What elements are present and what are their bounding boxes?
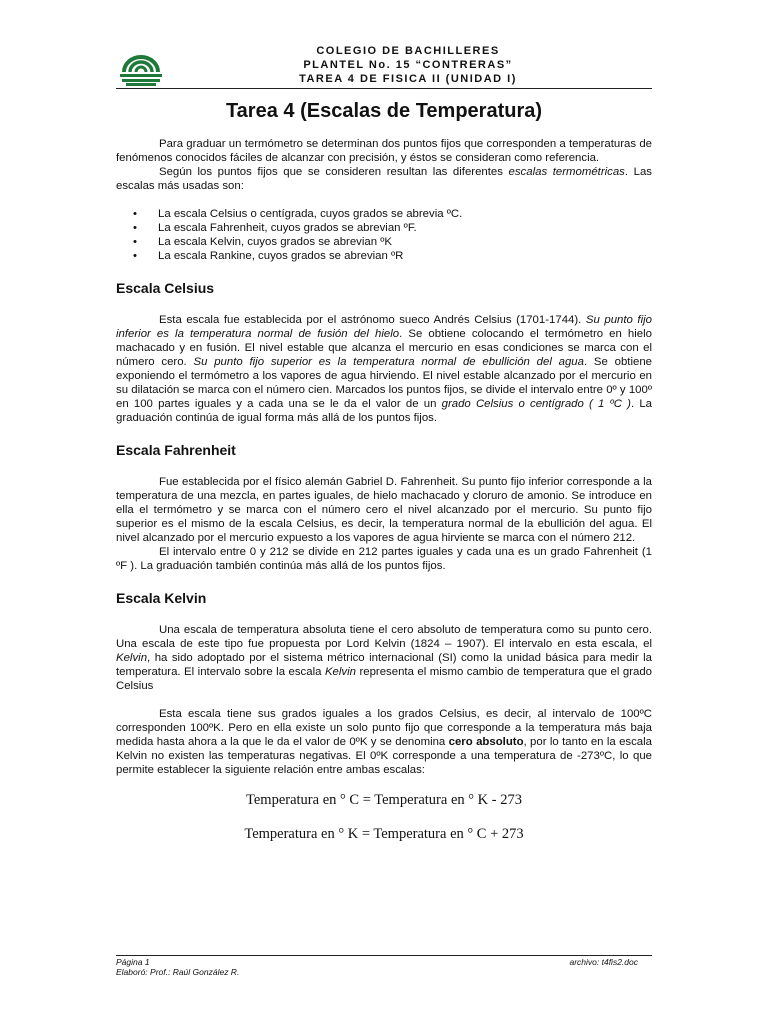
formulas [116, 791, 652, 843]
intro-emphasis: escalas termométricas [508, 166, 625, 178]
kelvin-text: Una escala de temperatura absoluta tiene el cero absoluto de temperatura como su punto cero. Una escala de este tipo fue propuesta por Lord Kelvin (1824 – 1907). El intervalo en esta escala, el [116, 624, 652, 650]
kelvin-text: Esta escala tiene sus grados iguales a los grados Celsius, es decir, al intervalo de 100ºC corresponden 100ºK. Pero en ella existe un solo punto fijo que corresponde a la temperatura más baja medida hasta ahora a la que le da el valor de 0ºK y se denomina [116, 708, 652, 748]
page-title: Tarea 4 (Escalas de Temperatura) [225, 100, 543, 122]
celsius-text: Esta escala fue establecida por el astrónomo sueco Andrés Celsius (1701-1744). [159, 314, 586, 326]
celsius-emphasis: Su punto fijo inferior es la temperatura normal de fusión del hielo [116, 314, 652, 340]
intro-text: Según los puntos fijos que se consideren resultan las diferentes [159, 166, 509, 178]
footer-filename: archivo: t4fis2.doc [569, 957, 638, 967]
footer-page-number: Página 1 [116, 957, 150, 967]
scales-list [116, 207, 652, 263]
header-divider [116, 88, 652, 89]
celsius-paragraph [116, 313, 652, 425]
fahrenheit-paragraph-2: El intervalo entre 0 y 212 se divide en 212 partes iguales y cada una es un grado Fahrenheit (1 ºF ). La graduación también continúa más allá de los puntos fijos. [116, 546, 652, 572]
kelvin-paragraph-1 [116, 623, 652, 693]
kelvin-emphasis: Kelvin [116, 652, 148, 664]
list-item: • La escala Fahrenheit, cuyos grados se abrevian ºF. [158, 221, 652, 235]
header-school: COLEGIO DE BACHILLERES [316, 45, 500, 57]
footer-divider [116, 955, 652, 956]
list-item: • La escala Kelvin, cuyos grados se abrevian ºK [158, 235, 652, 249]
celsius-text: . Se obtiene exponiendo el termómetro a los vapores de agua hirviendo. El nivel estable alcanzado por el mercurio en su dilatación se marca con el número cien. Marcados los puntos fijos, se divide el intervalo entre 0º y 100º en 100 partes iguales y a cada una se le da el valor de un [116, 356, 652, 410]
kelvin-text: , ha sido adoptado por el sistema métrico internacional (SI) como la unidad básica para medir la temperatura. El intervalo sobre la escala [116, 652, 652, 678]
header-campus: PLANTEL No. 15 “CONTRERAS” [303, 59, 513, 71]
kelvin-paragraph-2 [116, 707, 652, 777]
header-assignment: TAREA 4 DE FISICA II (UNIDAD I) [299, 73, 517, 85]
footer-author: Elaboró: Prof.: Raúl González R. [116, 967, 240, 977]
formula-celsius: Temperatura en ° C = Temperatura en ° K - 273 [246, 792, 522, 808]
intro-paragraph-2 [116, 165, 652, 193]
celsius-text: . Se obtiene colocando el termómetro en hielo machacado y en fusión. El nivel estable que alcanza el mercurio en esas condiciones se marca con el número cero. [116, 328, 653, 368]
list-item: • La escala Rankine, cuyos grados se abrevian ºR [158, 249, 652, 263]
document-body [116, 137, 652, 843]
kelvin-emphasis: Kelvin [324, 666, 356, 678]
document-header [170, 44, 646, 86]
kelvin-text: , por lo tanto en la escala Kelvin no existen las temperaturas negativas. El 0ºK corresponde a una temperatura de -273ºC, lo que permite establecer la siguiente relación entre ambas escalas: [116, 736, 653, 776]
heading-kelvin: Escala Kelvin [116, 590, 207, 606]
celsius-emphasis: Su punto fijo superior es la temperatura normal de ebullición del agua [193, 356, 584, 368]
intro-paragraph-1: Para graduar un termómetro se determinan dos puntos fijos que corresponden a temperaturas de fenómenos conocidos fáciles de alcanzar con precisión, y éstos se consideran como referencia. [116, 138, 652, 164]
intro-text: . Las escalas más usadas son: [116, 166, 652, 192]
list-item: • La escala Celsius o centígrada, cuyos grados se abrevia ºC. [158, 207, 652, 221]
celsius-text: . La graduación continúa de igual forma más allá de los puntos fijos. [116, 398, 652, 424]
heading-celsius: Escala Celsius [116, 280, 215, 296]
heading-fahrenheit: Escala Fahrenheit [116, 442, 236, 458]
celsius-emphasis: grado Celsius o centígrado ( 1 ºC ) [441, 398, 631, 410]
kelvin-strong: cero absoluto [448, 736, 524, 748]
fahrenheit-paragraph-1: Fue establecida por el físico alemán Gabriel D. Fahrenheit. Su punto fijo inferior corresponde a la temperatura de una mezcla, en partes iguales, de hielo machacado y cloruro de amonio. Se introduce en ella el termómetro y se marca con el número cero el nivel alcanzado por el mercurio. Su punto fijo superior es el mismo de la escala Celsius, es decir, la temperatura normal de la ebullición del agua. El nivel alcanzado por el mercurio expuesto a los vapores de agua hirviente se marca con el número 212. [116, 476, 652, 544]
kelvin-text: representa el mismo cambio de temperatura que el grado Celsius [116, 666, 652, 692]
school-logo-icon [118, 44, 164, 86]
document-footer [116, 957, 652, 977]
formula-kelvin: Temperatura en ° K = Temperatura en ° C + 273 [244, 826, 524, 842]
